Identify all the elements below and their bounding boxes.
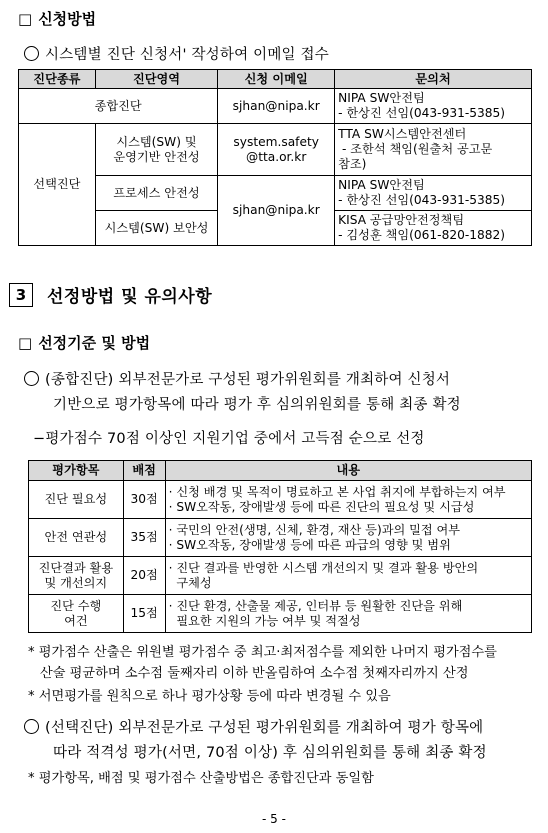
table-header-row <box>29 461 532 481</box>
chapter-heading <box>9 282 212 307</box>
footnote-scoring: * 평가점수 산출은 위원별 평가점수 중 최고·최저점수를 제외한 나머지 평가점수를 <box>28 645 497 660</box>
item-line: 진단결과 활용 <box>38 560 114 575</box>
area-cell <box>95 124 218 176</box>
paragraph-text: (선택진단) 외부전문가로 구성된 평가위원회를 개최하여 평가 항목에 <box>45 720 484 736</box>
item-line: 여건 <box>64 613 88 628</box>
item-cell <box>29 595 124 633</box>
table-row <box>29 557 532 595</box>
selective-paragraph <box>24 716 483 737</box>
circle-bullet-icon <box>24 46 39 61</box>
square-bullet: □ <box>18 10 33 28</box>
section-heading-criteria <box>18 332 150 353</box>
footnote-written-eval: * 서면평가를 원칙으로 하나 평가상황 등에 따라 변경될 수 있음 <box>28 689 391 704</box>
contact-line: 참조) <box>338 156 367 171</box>
evaluation-table <box>28 460 532 633</box>
content-line: · 진단 결과를 반영한 시스템 개선의지 및 결과 활용 방안의 <box>168 560 479 575</box>
item-line: 및 개선의지 <box>44 575 108 590</box>
email-cell: sjhan@nipa.kr <box>218 89 335 124</box>
paragraph-text: (종합진단) 외부전문가로 구성된 평가위원회를 개최하여 신청서 <box>45 372 451 388</box>
score-cell: 30점 <box>123 481 165 519</box>
content-line: · SW오작동, 장애발생 등에 따른 진단의 필요성 및 시급성 <box>168 499 475 514</box>
contact-cell <box>335 176 532 211</box>
application-table <box>18 69 532 246</box>
chapter-number: 3 <box>9 283 33 307</box>
criteria-paragraph-cont: 기반으로 평가항목에 따라 평가 후 심의위원회를 통해 최종 확정 <box>53 397 461 413</box>
section-title: 신청방법 <box>38 10 97 28</box>
content-cell <box>165 595 531 633</box>
circle-bullet-icon <box>24 371 39 386</box>
content-cell <box>165 481 531 519</box>
header-cell: 신청 이메일 <box>218 70 335 89</box>
table-row <box>29 481 532 519</box>
contact-cell <box>335 211 532 246</box>
header-cell: 평가항목 <box>29 461 124 481</box>
contact-line: NIPA SW안전팀 <box>338 178 425 193</box>
area-cell: 프로세스 안전성 <box>95 176 218 211</box>
item-line: 진단 수행 <box>50 598 102 613</box>
area-cell: 시스템(SW) 보안성 <box>95 211 218 246</box>
chapter-title: 선정방법 및 유의사항 <box>47 287 213 307</box>
content-cell <box>165 519 531 557</box>
section-heading-application <box>18 8 96 29</box>
bullet-text: 시스템별 진단 신청서' 작성하여 이메일 접수 <box>45 47 329 63</box>
contact-cell <box>335 124 532 176</box>
content-line: · 국민의 안전(생명, 신체, 환경, 재산 등)과의 밀접 여부 <box>168 522 461 537</box>
contact-line: - 한상진 선임(043-931-5385) <box>338 193 505 207</box>
table-row <box>29 595 532 633</box>
footnote-scoring-cont: 산술 평균하며 소수점 둘째자리 이하 반올림하여 소수점 첫째자리까지 산정 <box>40 666 469 681</box>
footnote-same-method: * 평가항목, 배점 및 평가점수 산출방법은 종합진단과 동일함 <box>28 771 374 786</box>
score-threshold-text: −평가점수 70점 이상인 지원기업 중에서 고득점 순으로 선정 <box>33 431 425 447</box>
score-cell: 15점 <box>123 595 165 633</box>
contact-line: - 김성훈 책임(061-820-1882) <box>338 228 505 242</box>
type-cell: 선택진단 <box>19 124 96 246</box>
table-row <box>19 124 532 176</box>
application-bullet <box>24 43 329 64</box>
item-cell: 진단 필요성 <box>29 481 124 519</box>
contact-line: KISA 공급망안전정책팀 <box>338 213 465 228</box>
contact-line: TTA SW시스템안전센터 <box>338 127 467 142</box>
content-cell <box>165 557 531 595</box>
score-cell: 35점 <box>123 519 165 557</box>
content-line: 필요한 지원의 가능 여부 및 적절성 <box>168 613 361 628</box>
header-cell: 문의처 <box>335 70 532 89</box>
item-cell <box>29 557 124 595</box>
table-row <box>19 176 532 211</box>
criteria-paragraph <box>24 368 450 389</box>
circle-bullet-icon <box>24 719 39 734</box>
header-cell: 진단종류 <box>19 70 96 89</box>
contact-cell <box>335 89 532 124</box>
contact-line: - 조한석 책임(원출처 공고문 <box>338 142 493 157</box>
score-cell: 20점 <box>123 557 165 595</box>
selective-paragraph-cont: 따라 적격성 평가(서면, 70점 이상) 후 심의위원회를 통해 최종 확정 <box>53 745 487 761</box>
content-line: · 진단 환경, 산출물 제공, 인터뷰 등 원활한 진단을 위해 <box>168 598 463 613</box>
header-cell: 진단영역 <box>95 70 218 89</box>
table-header-row <box>19 70 532 89</box>
item-cell: 안전 연관성 <box>29 519 124 557</box>
header-cell: 배점 <box>123 461 165 481</box>
email-line: @tta.or.kr <box>246 149 307 164</box>
content-line: · 신청 배경 및 목적이 명료하고 본 사업 취지에 부합하는지 여부 <box>168 484 506 499</box>
email-cell <box>218 124 335 176</box>
table-row <box>19 89 532 124</box>
page-number: - 5 - <box>262 812 286 826</box>
area-line: 시스템(SW) 및 <box>116 134 197 149</box>
content-line: · SW오작동, 장애발생 등에 따른 파급의 영향 및 범위 <box>168 537 451 552</box>
email-line: system.safety <box>233 134 319 149</box>
area-line: 운영기반 안전성 <box>113 149 200 164</box>
type-cell: 종합진단 <box>19 89 218 124</box>
contact-line: - 한상진 선임(043-931-5385) <box>338 106 505 120</box>
section-title: 선정기준 및 방법 <box>38 334 151 352</box>
contact-line: NIPA SW안전팀 <box>338 91 425 106</box>
email-cell: sjhan@nipa.kr <box>218 176 335 246</box>
header-cell: 내용 <box>165 461 531 481</box>
content-line: 구체성 <box>168 575 212 590</box>
square-bullet: □ <box>18 334 33 352</box>
table-row <box>29 519 532 557</box>
